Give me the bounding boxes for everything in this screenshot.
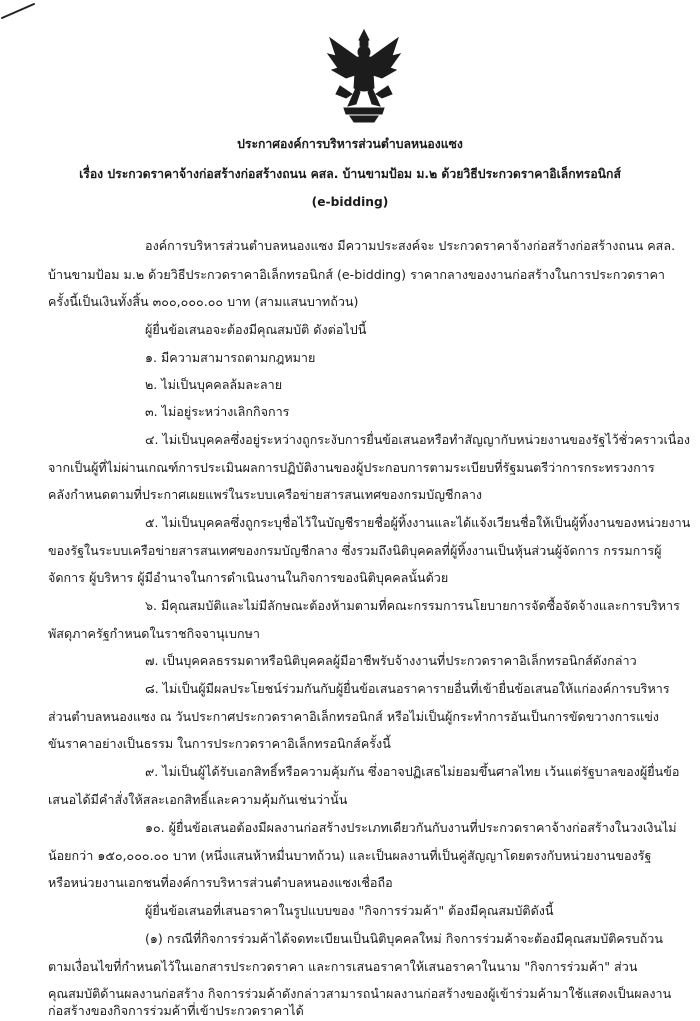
- qualifications-intro: ผู้ยื่นข้อเสนอจะต้องมีคุณสมบัติ ดังต่อไปนี้: [145, 322, 367, 337]
- qualification-5-line-2: ของรัฐในระบบเครือข่ายสารสนเทศของกรมบัญชีกลาง ซึ่งรวมถึงนิติบุคคลที่ผู้ทิ้งงานเป็นหุ้นส่วนผู้จัดการ กรรมการผู้: [48, 543, 662, 558]
- qualification-10-line-1: ๑๐. ผู้ยื่นข้อเสนอต้องมีผลงานก่อสร้างประเภทเดียวกันกับงานที่ประกวดราคาจ้างก่อสร้างในวงเงินไม่: [145, 820, 677, 835]
- qualification-9-line-2: เสนอได้มีคำสั่งให้สละเอกสิทธิ์และความคุ้มกันเช่นว่านั้น: [48, 792, 348, 807]
- garuda-emblem-icon: [326, 28, 402, 124]
- pen-stroke-mark: [0, 0, 40, 24]
- announcement-subject: เรื่อง ประกวดราคาจ้างก่อสร้างก่อสร้างถนน คสล. บ้านขามป้อม ม.๒ ด้วยวิธีประกวดราคาอิเล็กทรอนิกส์: [79, 166, 621, 181]
- qualification-4-line-2: จากเป็นผู้ที่ไม่ผ่านเกณฑ์การประเมินผลการปฏิบัติงานของผู้ประกอบการตามระเบียบที่รัฐมนตรีว่าการกระทรวงการ: [48, 460, 655, 475]
- intro-line-1: องค์การบริหารส่วนตำบลหนองแซง มีความประสงค์จะ ประกวดราคาจ้างก่อสร้างก่อสร้างถนน คสล.: [145, 238, 676, 253]
- announcement-subject-suffix: (e-bidding): [311, 194, 389, 209]
- qualification-3: ๓. ไม่อยู่ระหว่างเลิกกิจการ: [145, 404, 290, 419]
- qualification-4-line-1: ๔. ไม่เป็นบุคคลซึ่งอยู่ระหว่างถูกระงับการยื่นข้อเสนอหรือทำสัญญากับหน่วยงานของรัฐไว้ชั่วคราวเนื่อง: [145, 432, 691, 447]
- qualification-2: ๒. ไม่เป็นบุคคลล้มละลาย: [145, 377, 283, 392]
- qualification-9-line-1: ๙. ไม่เป็นผู้ได้รับเอกสิทธิ์หรือความคุ้มกัน ซึ่งอาจปฏิเสธไม่ยอมขึ้นศาลไทย เว้นแต่รัฐบาลของผู้ยื่นข้อ: [145, 764, 680, 779]
- intro-line-2: บ้านขามป้อม ม.๒ ด้วยวิธีประกวดราคาอิเล็กทรอนิกส์ (e-bidding) ราคากลางของงานก่อสร้างในการประกวดราคา: [48, 267, 665, 282]
- announcement-org-title: ประกาศองค์การบริหารส่วนตำบลหนองแซง: [237, 136, 463, 151]
- intro-line-3: ครั้งนี้เป็นเงินทั้งสิ้น ๓๐๐,๐๐๐.๐๐ บาท (สามแสนบาทถ้วน): [48, 294, 359, 309]
- qualification-8-line-1: ๘. ไม่เป็นผู้มีผลประโยชน์ร่วมกันกับผู้ยื่นข้อเสนอราคารายอื่นที่เข้ายื่นข้อเสนอให้แก่องค์การบริหาร: [145, 681, 670, 696]
- joint-venture-item-1-line-4: ก่อสร้างของกิจการร่วมค้าที่เข้าประกวดราคาได้: [48, 1003, 304, 1018]
- qualification-1: ๑. มีความสามารถตามกฎหมาย: [145, 350, 316, 365]
- joint-venture-item-1-line-2: ตามเงื่อนไขที่กำหนดไว้ในเอกสารประกวดราคา และการเสนอราคาให้เสนอราคาในนาม "กิจการร่วมค้า" ส่วน: [48, 959, 638, 974]
- qualification-7: ๗. เป็นบุคคลธรรมดาหรือนิติบุคคลผู้มีอาชีพรับจ้างงานที่ประกวดราคาอิเล็กทรอนิกส์ดังกล่าว: [145, 653, 637, 668]
- qualification-6-line-1: ๖. มีคุณสมบัติและไม่มีลักษณะต้องห้ามตามที่คณะกรรมการนโยบายการจัดซื้อจัดจ้างและการบริหาร: [145, 598, 680, 613]
- joint-venture-item-1-line-1: (๑) กรณีที่กิจการร่วมค้าได้จดทะเบียนเป็นนิติบุคคลใหม่ กิจการร่วมค้าจะต้องมีคุณสมบัติครบถ้วน: [145, 931, 663, 946]
- qualification-4-line-3: คลังกำหนดตามที่ประกาศเผยแพร่ในระบบเครือข่ายสารสนเทศของกรมบัญชีกลาง: [48, 487, 483, 502]
- joint-venture-item-1-line-3: คุณสมบัติด้านผลงานก่อสร้าง กิจการร่วมค้าดังกล่าวสามารถนำผลงานก่อสร้างของผู้เข้าร่วมค้ามาใช้แสดงเป็นผลงาน: [48, 986, 672, 1001]
- joint-venture-intro: ผู้ยื่นข้อเสนอที่เสนอราคาในรูปแบบของ "กิจการร่วมค้า" ต้องมีคุณสมบัติดังนี้: [145, 903, 554, 918]
- qualification-5-line-3: จัดการ ผู้บริหาร ผู้มีอำนาจในการดำเนินงานในกิจการของนิติบุคคลนั้นด้วย: [48, 570, 449, 585]
- qualification-8-line-2: ส่วนตำบลหนองแซง ณ วันประกาศประกวดราคาอิเล็กทรอนิกส์ หรือไม่เป็นผู้กระทำการอันเป็นการขัดขวางการแข่ง: [48, 709, 659, 724]
- qualification-10-line-2: น้อยกว่า ๑๕๐,๐๐๐.๐๐ บาท (หนึ่งแสนห้าหมื่นบาทถ้วน) และเป็นผลงานที่เป็นคู่สัญญาโดยตรงกับหน่วยงานของรัฐ: [48, 848, 652, 863]
- qualification-5-line-1: ๕. ไม่เป็นบุคคลซึ่งถูกระบุชื่อไว้ในบัญชีรายชื่อผู้ทิ้งงานและได้แจ้งเวียนชื่อให้เป็นผู้ทิ้งงานของหน่วยงาน: [145, 515, 691, 530]
- qualification-8-line-3: ขันราคาอย่างเป็นธรรม ในการประกวดราคาอิเล็กทรอนิกส์ครั้งนี้: [48, 736, 391, 751]
- qualification-6-line-2: พัสดุภาครัฐกำหนดในราชกิจจานุเบกษา: [48, 626, 260, 641]
- qualification-10-line-3: หรือหน่วยงานเอกชนที่องค์การบริหารส่วนตำบลหนองแซงเชื่อถือ: [48, 875, 393, 890]
